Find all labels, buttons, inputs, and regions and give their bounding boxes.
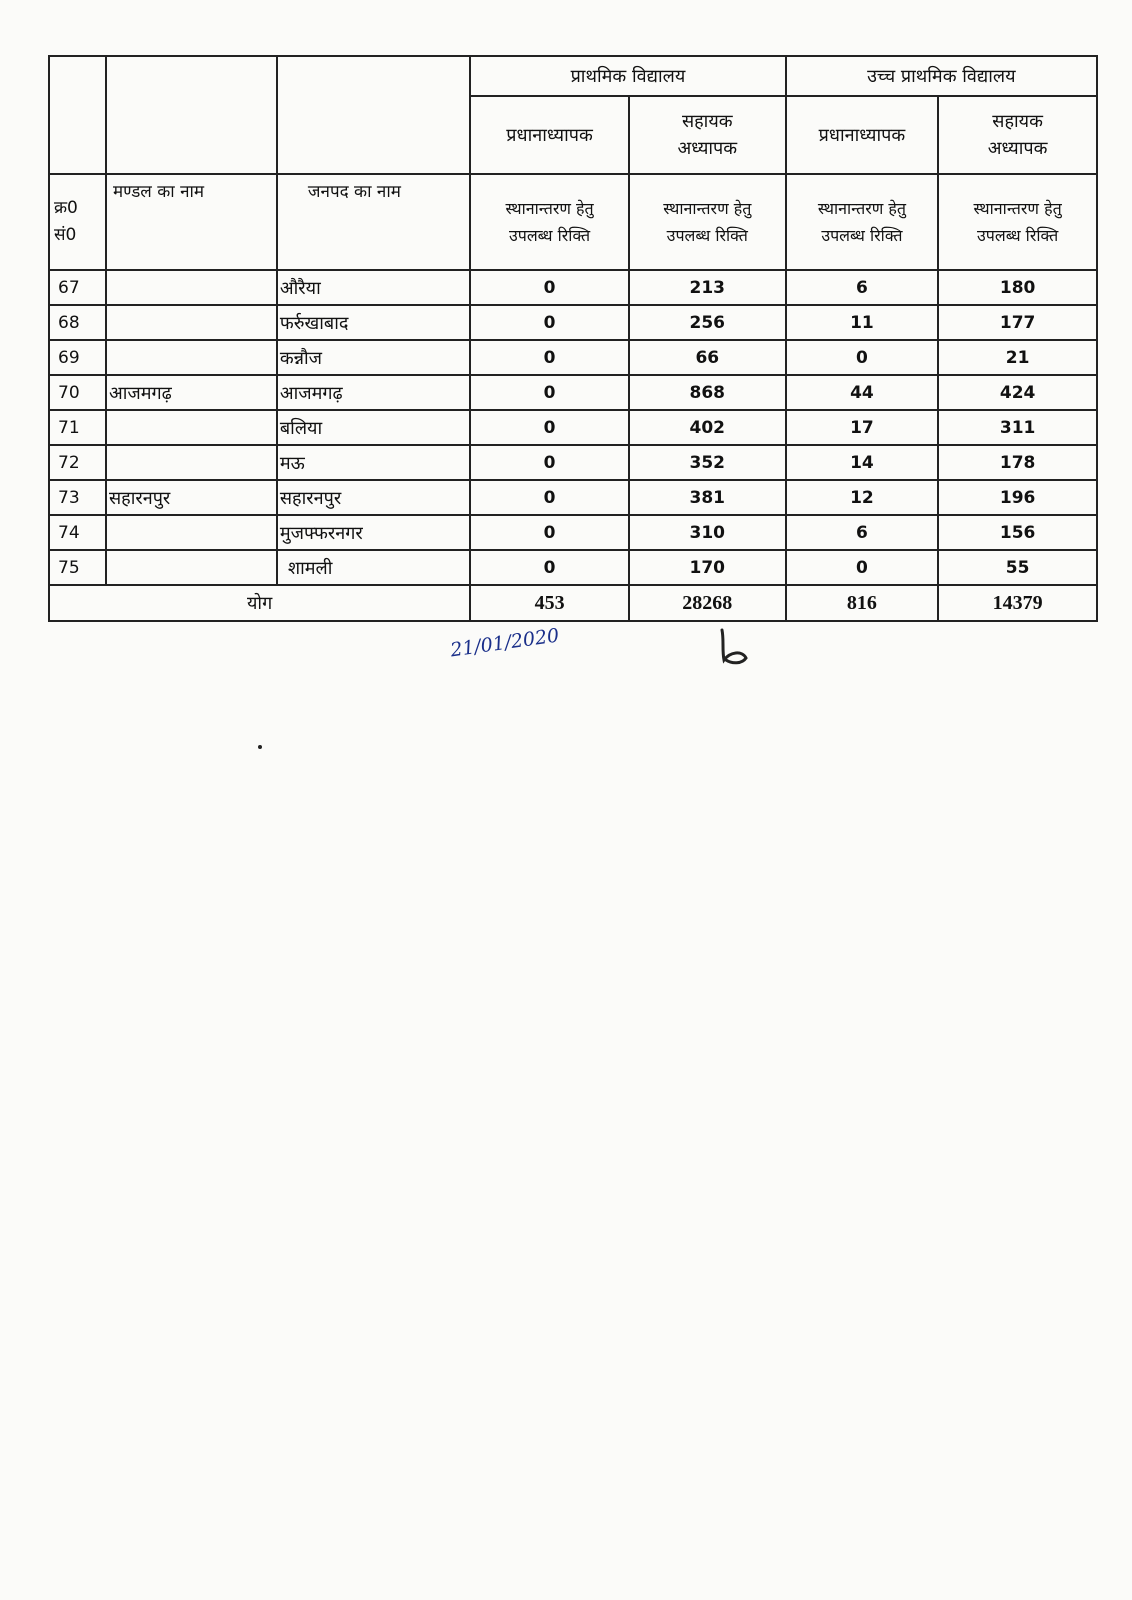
table-row xyxy=(49,270,1097,305)
row-district: सहारनपुर xyxy=(277,480,470,515)
row-mandal xyxy=(106,515,277,550)
table-row xyxy=(49,340,1097,375)
row-value-assistant-upper: 55 xyxy=(938,550,1097,585)
row-value-assistant-upper: 177 xyxy=(938,305,1097,340)
row-value-assistant-primary: 213 xyxy=(629,270,786,305)
row-district: आजमगढ़ xyxy=(277,375,470,410)
row-value-headmaster-primary: 0 xyxy=(470,550,629,585)
column-header-serial: क्र0 सं0 xyxy=(49,174,106,270)
sub-header-vacancy: स्थानान्तरण हेतु उपलब्ध रिक्ति xyxy=(470,174,629,270)
row-value-assistant-upper: 196 xyxy=(938,480,1097,515)
row-value-assistant-primary: 402 xyxy=(629,410,786,445)
row-district: बलिया xyxy=(277,410,470,445)
initials-mark-icon xyxy=(716,628,752,670)
row-value-headmaster-upper: 11 xyxy=(786,305,939,340)
row-mandal xyxy=(106,270,277,305)
row-value-headmaster-primary: 0 xyxy=(470,270,629,305)
total-row xyxy=(49,585,1097,621)
row-value-headmaster-primary: 0 xyxy=(470,445,629,480)
row-value-assistant-upper: 21 xyxy=(938,340,1097,375)
row-mandal xyxy=(106,550,277,585)
table-row xyxy=(49,515,1097,550)
table-row xyxy=(49,445,1097,480)
row-value-assistant-upper: 156 xyxy=(938,515,1097,550)
row-district: मऊ xyxy=(277,445,470,480)
row-serial: 71 xyxy=(49,410,106,445)
row-mandal xyxy=(106,445,277,480)
group-header-upper-primary: उच्च प्राथमिक विद्यालय xyxy=(786,56,1097,96)
row-serial: 68 xyxy=(49,305,106,340)
header-blank-1 xyxy=(49,56,106,96)
row-serial: 75 xyxy=(49,550,106,585)
row-district: शामली xyxy=(277,550,470,585)
total-assistant-primary: 28268 xyxy=(629,585,786,621)
header-blank-4 xyxy=(49,96,106,174)
row-value-headmaster-upper: 44 xyxy=(786,375,939,410)
header-blank-3 xyxy=(277,56,470,96)
row-value-assistant-primary: 352 xyxy=(629,445,786,480)
row-serial: 74 xyxy=(49,515,106,550)
row-value-headmaster-upper: 6 xyxy=(786,515,939,550)
total-assistant-upper: 14379 xyxy=(938,585,1097,621)
row-value-headmaster-primary: 0 xyxy=(470,480,629,515)
group-header-primary: प्राथमिक विद्यालय xyxy=(470,56,785,96)
row-serial: 73 xyxy=(49,480,106,515)
total-label: योग xyxy=(49,585,470,621)
header-blank-2 xyxy=(106,56,277,96)
row-value-headmaster-upper: 6 xyxy=(786,270,939,305)
row-serial: 69 xyxy=(49,340,106,375)
row-serial: 70 xyxy=(49,375,106,410)
row-mandal xyxy=(106,305,277,340)
vacancy-table-sheet xyxy=(48,55,1098,622)
header-blank-6 xyxy=(277,96,470,174)
speck-dot xyxy=(258,745,262,749)
row-value-assistant-primary: 310 xyxy=(629,515,786,550)
row-value-assistant-primary: 381 xyxy=(629,480,786,515)
row-serial: 67 xyxy=(49,270,106,305)
role-header-headmaster-primary: प्रधानाध्यापक xyxy=(470,96,629,174)
row-serial: 72 xyxy=(49,445,106,480)
row-value-assistant-primary: 868 xyxy=(629,375,786,410)
row-value-assistant-upper: 180 xyxy=(938,270,1097,305)
row-value-assistant-upper: 424 xyxy=(938,375,1097,410)
table-row xyxy=(49,550,1097,585)
row-value-headmaster-upper: 14 xyxy=(786,445,939,480)
total-headmaster-primary: 453 xyxy=(470,585,629,621)
row-value-headmaster-upper: 0 xyxy=(786,550,939,585)
role-header-headmaster-upper: प्रधानाध्यापक xyxy=(786,96,939,174)
row-value-headmaster-upper: 12 xyxy=(786,480,939,515)
sub-header-vacancy: स्थानान्तरण हेतु उपलब्ध रिक्ति xyxy=(938,174,1097,270)
row-value-assistant-primary: 66 xyxy=(629,340,786,375)
row-value-assistant-upper: 178 xyxy=(938,445,1097,480)
row-mandal xyxy=(106,410,277,445)
row-value-headmaster-upper: 17 xyxy=(786,410,939,445)
column-header-district: जनपद का नाम xyxy=(277,174,470,270)
table-row xyxy=(49,375,1097,410)
vacancy-table xyxy=(48,55,1098,622)
row-mandal: सहारनपुर xyxy=(106,480,277,515)
table-row xyxy=(49,305,1097,340)
row-value-assistant-upper: 311 xyxy=(938,410,1097,445)
row-mandal: आजमगढ़ xyxy=(106,375,277,410)
row-mandal xyxy=(106,340,277,375)
table-row xyxy=(49,410,1097,445)
row-district: कन्नौज xyxy=(277,340,470,375)
row-value-headmaster-primary: 0 xyxy=(470,515,629,550)
column-header-mandal: मण्डल का नाम xyxy=(106,174,277,270)
row-value-headmaster-primary: 0 xyxy=(470,340,629,375)
handwritten-signature: 21/01/2020 xyxy=(449,624,561,662)
row-value-headmaster-upper: 0 xyxy=(786,340,939,375)
row-district: औरैया xyxy=(277,270,470,305)
role-header-assistant-upper: सहायक अध्यापक xyxy=(938,96,1097,174)
total-headmaster-upper: 816 xyxy=(786,585,939,621)
role-header-assistant-primary: सहायक अध्यापक xyxy=(629,96,786,174)
row-value-assistant-primary: 170 xyxy=(629,550,786,585)
header-blank-5 xyxy=(106,96,277,174)
row-value-headmaster-primary: 0 xyxy=(470,375,629,410)
row-district: मुजफ्फरनगर xyxy=(277,515,470,550)
sub-header-vacancy: स्थानान्तरण हेतु उपलब्ध रिक्ति xyxy=(786,174,939,270)
row-value-assistant-primary: 256 xyxy=(629,305,786,340)
row-value-headmaster-primary: 0 xyxy=(470,305,629,340)
sub-header-vacancy: स्थानान्तरण हेतु उपलब्ध रिक्ति xyxy=(629,174,786,270)
table-row xyxy=(49,480,1097,515)
row-value-headmaster-primary: 0 xyxy=(470,410,629,445)
row-district: फर्रुखाबाद xyxy=(277,305,470,340)
